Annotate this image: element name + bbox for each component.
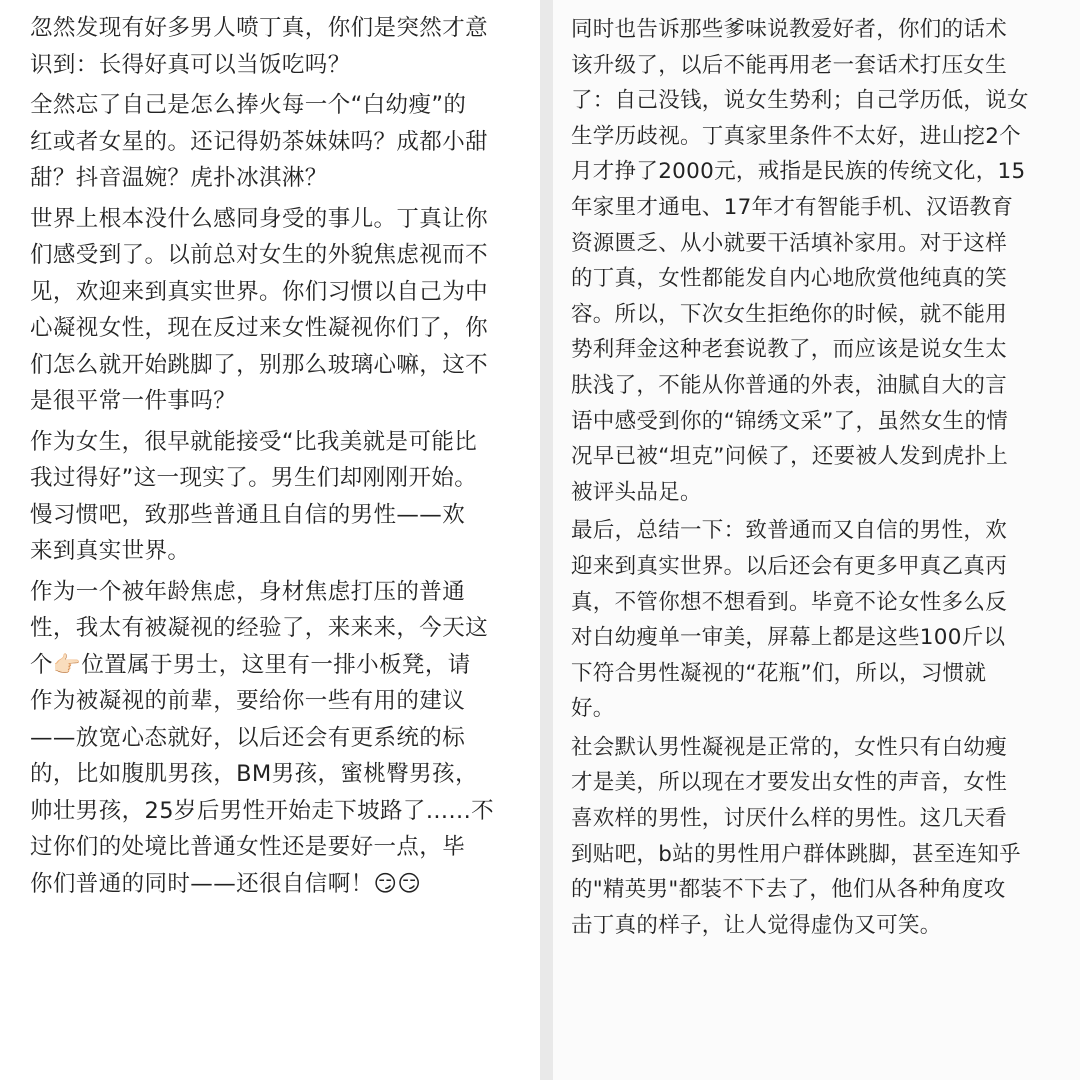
left-paragraph-4: 作为女生，很早就能接受“比我美就是可能比 我过得好”这一现实了。男生们却刚刚开始。 慢习惯吧，致那些普通且自信的男性——欢 来到真实世界。 xyxy=(30,428,478,564)
right-paragraph-3: 社会默认男性凝视是正常的，女性只有白幼瘦 才是美，所以现在才要发出女性的声音，女性 喜欢样的男性，讨厌什么样的男性。这几天看 到贴吧，b站的男性用户群体跳脚，甚至连知乎 的"精英男"都装不下去了，他们从各种角度攻 击丁真的样子，让人觉得虚伪又可笑。 xyxy=(571,734,1021,938)
column-divider xyxy=(540,0,553,1080)
right-paragraph-2: 最后，总结一下：致普通而又自信的男性，欢 迎来到真实世界。以后还会有更多甲真乙真丙 真，不管你想不想看到。毕竟不论女性多么反 对白幼瘦单一审美，屏幕上都是这些100斤以 下符合男性凝视的“花瓶”们，所以，习惯就 好。 xyxy=(571,518,1008,722)
left-paragraph-3: 世界上根本没什么感同身受的事儿。丁真让你 们感受到了。以前总对女生的外貌焦虑视而不 见，欢迎来到真实世界。你们习惯以自己为中 心凝视女性，现在反过来女性凝视你们了，你 们怎么就开始跳脚了，别那么玻璃心嘛，这不 是很平常一件事吗？ xyxy=(30,205,489,414)
left-paragraph-5: 作为一个被年龄焦虑，身材焦虑打压的普通 性，我太有被凝视的经验了，来来来，今天这 个👉🏻位置属于男士，这里有一排小板凳，请 作为被凝视的前辈，要给你一些有用的建议 ——放宽心态就好，以后还会有更系统的标 的，比如腹肌男孩，BM男孩，蜜桃臀男孩， 帅壮男孩，25岁后男性开始走下坡路了......不 过你们的处境比普通女性还是要好一点，毕 你们普通的同时——还很自信啊！😏😏 xyxy=(30,578,495,897)
right-paragraph-1: 同时也告诉那些爹味说教爱好者，你们的话术 该升级了，以后不能再用老一套话术打压女生 了：自己没钱，说女生势利；自己学历低，说女 生学历歧视。丁真家里条件不太好，进山挖2个 月才挣了2000元，戒指是民族的传统文化，15 年家里才通电、17年才有智能手机、汉语教育 资源匮乏、从小就要干活填补家用。对于这样 的丁真，女性都能发自内心地欣赏他纯真的笑 容。所以，下次女生拒绝你的时候，就不能用 势利拜金这种老套说教了，而应该是说女生太 肤浅了，不能从你普通的外表，油腻自大的言 语中感受到你的“锦绣文采”了，虽然女生的情 况早已被“坦克”问候了，还要被人发到虎扑上 被评头品足。 xyxy=(571,17,1029,505)
left-paragraph-2: 全然忘了自己是怎么捧火每一个“白幼瘦”的 红或者女星的。还记得奶茶妹妹吗？成都小甜 甜？抖音温婉？虎扑冰淇淋？ xyxy=(30,92,489,191)
left-paragraph-1: 忽然发现有好多男人喷丁真，你们是突然才意 识到：长得好真可以当饭吃吗？ xyxy=(30,15,489,78)
right-text-column xyxy=(553,0,1080,1080)
